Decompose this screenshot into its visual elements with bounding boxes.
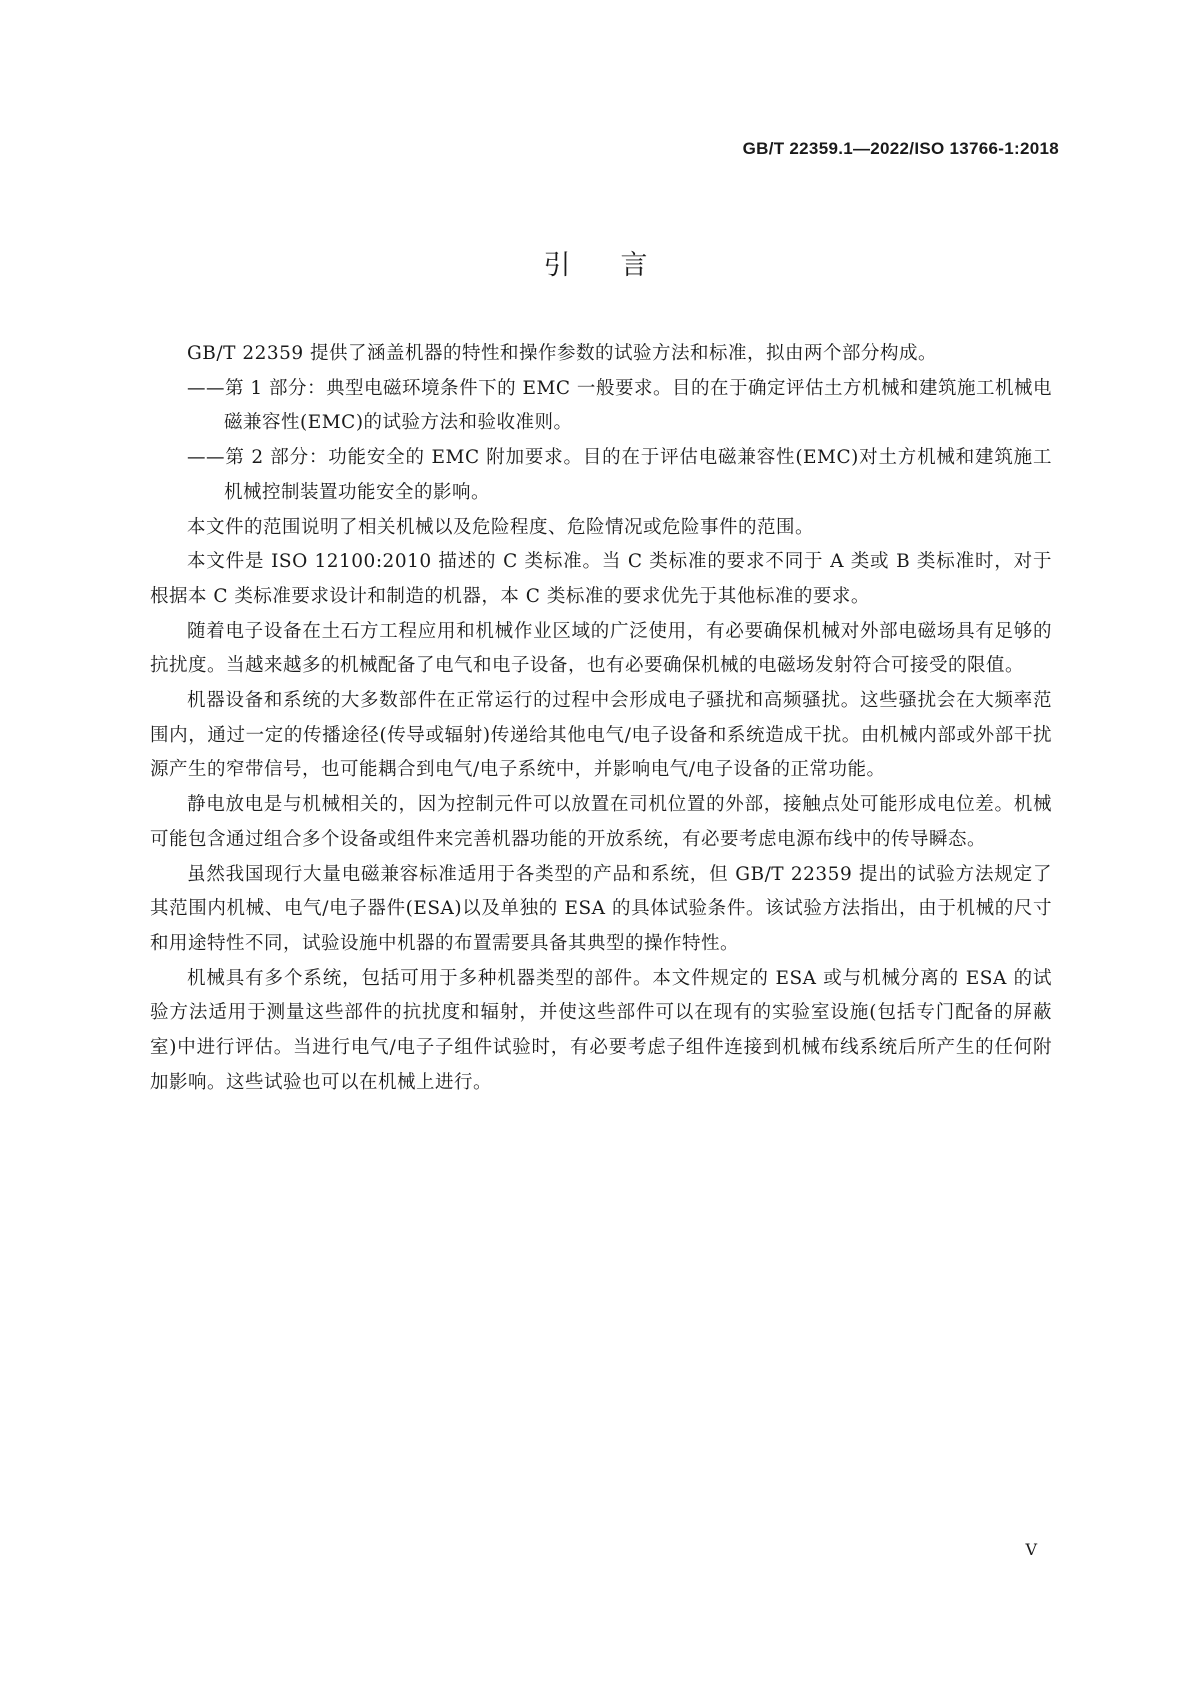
paragraph-esa-testing: 机械具有多个系统，包括可用于多种机器类型的部件。本文件规定的 ESA 或与机械分离的 ESA 的试验方法适用于测量这些部件的抗扰度和辐射，并使这些部件可以在现有的实验室设施(包括专门配备的屏蔽室)中进行评估。当进行电气/电子子组件试验时，有必要考虑子组件连接到机械布线系统后所产生的任何附加影响。这些试验也可以在机械上进行。 (150, 967, 1052, 1093)
standard-code-header: GB/T 22359.1—2022/ISO 13766-1:2018 (742, 139, 1059, 158)
paragraph-disturbance: 机器设备和系统的大多数部件在正常运行的过程中会形成电子骚扰和高频骚扰。这些骚扰会在大频率范围内，通过一定的传播途径(传导或辐射)传递给其他电气/电子设备和系统造成干扰。由机械内部或外部干扰源产生的窄带信号，也可能耦合到电气/电子系统中，并影响电气/电子设备的正常功能。 (150, 690, 1052, 781)
paragraph-electrostatic-discharge: 静电放电是与机械相关的，因为控制元件可以放置在司机位置的外部，接触点处可能形成电位差。机械可能包含通过组合多个设备或组件来完善机器功能的开放系统，有必要考虑电源布线中的传导瞬态。 (150, 794, 1052, 850)
paragraph-scope: 本文件的范围说明了相关机械以及危险程度、危险情况或危险事件的范围。 (187, 516, 815, 538)
page-title: 引言 (543, 250, 698, 281)
introduction-body (150, 337, 1052, 1100)
page-number: V (1025, 1540, 1037, 1559)
paragraph-immunity: 随着电子设备在土石方工程应用和机械作业区域的广泛使用，有必要确保机械对外部电磁场具有足够的抗扰度。当越来越多的机械配备了电气和电子设备，也有必要确保机械的电磁场发射符合可接受的限值。 (150, 620, 1052, 677)
list-item-part-2: ——第 2 部分：功能安全的 EMC 附加要求。目的在于评估电磁兼容性(EMC)对土方机械和建筑施工机械控制装置功能安全的影响。 (187, 447, 1052, 503)
paragraph-overview: GB/T 22359 提供了涵盖机器的特性和操作参数的试验方法和标准，拟由两个部分构成。 (187, 343, 938, 364)
list-item-part-1: ——第 1 部分：典型电磁环境条件下的 EMC 一般要求。目的在于确定评估土方机械和建筑施工机械电磁兼容性(EMC)的试验方法和验收准则。 (187, 377, 1052, 434)
paragraph-type-c-standard: 本文件是 ISO 12100:2010 描述的 C 类标准。当 C 类标准的要求不同于 A 类或 B 类标准时，对于根据本 C 类标准要求设计和制造的机器，本 C 类标准的要求优先于其他标准的要求。 (150, 551, 1052, 607)
paragraph-test-methods: 虽然我国现行大量电磁兼容标准适用于各类型的产品和系统，但 GB/T 22359 提出的试验方法规定了其范围内机械、电气/电子器件(ESA)以及单独的 ESA 的具体试验条件。该试验方法指出，由于机械的尺寸和用途特性不同，试验设施中机器的布置需要具备其典型的操作特性。 (150, 863, 1052, 954)
